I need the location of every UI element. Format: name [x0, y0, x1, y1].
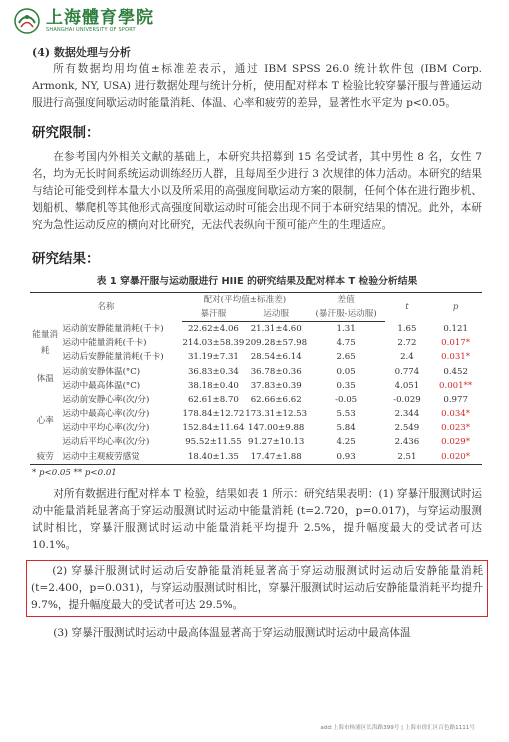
sport-value-cell: 37.83±0.39 — [250, 380, 302, 391]
header-name: 名称 — [30, 293, 182, 322]
diff-cell: 4.75 — [336, 338, 356, 349]
header-t: t — [385, 293, 430, 322]
section-4-heading: (4) 数据处理与分析 — [32, 46, 131, 59]
sport-value-cell: 173.31±12.53 — [245, 409, 308, 420]
table-row — [30, 393, 482, 407]
table-caption: 表 1 穿暴汗服与运动服进行 HIIE 的研究结果及配对样本 T 检验分析结果 — [96, 276, 418, 287]
indicator-cell: 运动前安静能量消耗(千卡) — [62, 323, 164, 334]
sweat-value-cell: 36.83±0.34 — [187, 366, 239, 377]
group-label: 体温 — [36, 373, 54, 384]
table-row — [30, 365, 482, 379]
header-diff-sub: (暴汗服-运动服) — [308, 307, 385, 322]
university-logo-icon — [14, 8, 40, 34]
t-cell: 4.051 — [394, 380, 420, 391]
sport-value-cell: 209.28±57.98 — [245, 338, 308, 349]
indicator-cell: 运动前安静心率(次/分) — [62, 394, 150, 405]
indicator-cell: 运动中主观疲劳感觉 — [60, 450, 182, 465]
diff-cell: 0.35 — [336, 380, 356, 391]
table-row — [30, 351, 482, 365]
sport-value-cell: 28.54±6.14 — [250, 352, 302, 363]
t-cell: 2.549 — [394, 423, 420, 434]
sport-value-cell: 36.78±0.36 — [250, 366, 302, 377]
p-cell: 0.977 — [443, 394, 468, 405]
indicator-cell: 运动后平均心率(次/分) — [62, 437, 150, 448]
indicator-cell: 运动中最高体温(°C) — [62, 380, 141, 391]
sweat-value-cell: 38.18±0.40 — [187, 380, 239, 391]
group-label: 能量消耗 — [32, 330, 59, 357]
sport-value-cell: 147.00±9.88 — [247, 423, 305, 434]
highlight-box — [26, 560, 488, 617]
results-title: 研究结果： — [32, 251, 100, 267]
t-cell: 1.65 — [397, 323, 417, 334]
data-analysis-paragraph: 所有数据均用均值±标准差表示，通过 IBM SPSS 26.0 统计软件包 (IBM Corp. Armonk, NY, USA) 进行数据处理与统计分析，使用配对样本 T 检验比较穿暴汗服与普通运动服进行高强度间歇运动时能量消耗、体温、心率和疲劳的差异，显著性水平定为 p<0.05。 — [32, 63, 482, 109]
header-p: p — [429, 293, 482, 322]
indicator-cell: 运动前安静体温(°C) — [62, 366, 141, 377]
document-body — [32, 44, 482, 642]
university-header — [14, 6, 214, 36]
table-row — [30, 408, 482, 422]
sweat-value-cell: 31.19±7.31 — [187, 352, 239, 363]
t-cell: 0.774 — [394, 366, 420, 377]
table-row — [30, 379, 482, 393]
t-cell: 2.4 — [400, 352, 414, 363]
diff-cell: 0.05 — [336, 366, 356, 377]
t-cell: 2.72 — [397, 338, 417, 349]
t-cell: 2.51 — [385, 450, 430, 465]
p-cell-significant: 0.020* — [429, 450, 482, 465]
sweat-value-cell: 152.84±11.64 — [182, 423, 245, 434]
table-row — [30, 450, 482, 465]
indicator-cell: 运动后安静能量消耗(千卡) — [62, 352, 164, 363]
diff-cell: 5.53 — [336, 409, 356, 420]
results-paragraph-1: 对所有数据进行配对样本 T 检验，结果如表 1 所示：研究结果表明：(1) 穿暴汗服测试时运动中能量消耗显著高于穿运动服测试时运动中能量消耗 (t=2.720，p=0.017)，与穿运动服测试时相比，穿暴汗服测试时运动中能量消耗平均提升 2.5%，提升幅度最大的受试者可达 10.1%。 — [32, 488, 482, 552]
footer-address: add:上海市杨浦区长海路399号 | 上海市徐汇区百色路1111号 — [320, 725, 475, 731]
p-cell-significant: 0.017* — [441, 338, 471, 349]
logo-chinese-name: 上海體育學院 — [46, 7, 154, 28]
sweat-value-cell: 178.84±12.72 — [182, 409, 245, 420]
p-cell: 0.121 — [443, 323, 468, 334]
t-cell: 2.344 — [394, 409, 420, 420]
indicator-cell: 运动中平均心率(次/分) — [62, 423, 150, 434]
logo-english-name: SHANGHAI UNIVERSITY OF SPORT — [46, 26, 136, 33]
significance-note: * p<0.05 ** p<0.01 — [32, 468, 117, 479]
results-table — [30, 292, 482, 465]
p-cell-significant: 0.023* — [441, 423, 471, 434]
diff-cell: -0.05 — [335, 394, 358, 405]
sweat-value-cell: 62.61±8.70 — [187, 394, 239, 405]
sweat-value-cell: 22.62±4.06 — [187, 323, 239, 334]
header-sweat-suit: 暴汗服 — [182, 307, 245, 322]
group-label: 心率 — [36, 416, 54, 427]
table-row — [30, 322, 482, 337]
diff-cell: 0.93 — [308, 450, 385, 465]
sweat-value-cell: 214.03±58.39 — [182, 338, 245, 349]
indicator-cell: 运动中最高心率(次/分) — [62, 409, 150, 420]
diff-cell: 1.31 — [336, 323, 356, 334]
header-diff: 差值 — [308, 293, 385, 308]
p-cell: 0.452 — [443, 366, 468, 377]
diff-cell: 4.25 — [336, 437, 356, 448]
limitations-title: 研究限制： — [32, 125, 100, 141]
results-paragraph-2: (2) 穿暴汗服测试时运动后安静能量消耗显著高于穿运动服测试时运动后安静能量消耗 (t=2.400，p=0.031)，与穿运动服测试时相比，穿暴汗服测试时运动后安静能量消耗平均提升 9.7%，提升幅度最大的受试者可达 29.5%。 — [31, 565, 483, 612]
t-cell: -0.029 — [393, 394, 421, 405]
sport-value-cell: 17.47±1.88 — [245, 450, 308, 465]
group-label: 疲劳 — [30, 450, 60, 465]
p-cell-significant: 0.034* — [441, 409, 471, 420]
p-cell-significant: 0.001** — [439, 380, 473, 391]
sweat-value-cell: 95.52±11.55 — [185, 437, 242, 448]
table-row — [30, 436, 482, 450]
limitations-paragraph: 在参考国内外相关文献的基础上，本研究共招募到 15 名受试者，其中男性 8 名，女性 7 名，均为无长时间系统运动训练经历人群，且每周至少进行 3 次规律的体力活动。本研究的结果与结论可能受到样本量大小以及所采用的高强度间歇运动方案的限制，任何个体在进行跑步机、划船机、攀爬机等其他形式高强度间歇运动时可能会出现不同于本研究结果的情况。此外，本研究为急性运动反应的横向对比研究，无法代表纵向干预可能产生的生理适应。 — [32, 151, 482, 231]
header-sportswear: 运动服 — [245, 307, 308, 322]
sport-value-cell: 62.66±6.62 — [250, 394, 302, 405]
p-cell-significant: 0.031* — [441, 352, 471, 363]
results-paragraph-3: (3) 穿暴汗服测试时运动中最高体温显著高于穿运动服测试时运动中最高体温 — [53, 627, 411, 640]
sport-value-cell: 21.31±4.60 — [250, 323, 302, 334]
indicator-cell: 运动中能量消耗(千卡) — [62, 338, 147, 349]
sweat-value-cell: 18.40±1.35 — [182, 450, 245, 465]
diff-cell: 5.84 — [336, 423, 356, 434]
p-cell-significant: 0.029* — [441, 437, 471, 448]
sport-value-cell: 91.27±10.13 — [247, 437, 305, 448]
diff-cell: 2.65 — [336, 352, 356, 363]
header-paired: 配对(平均值±标准差) — [182, 293, 308, 308]
t-cell: 2.436 — [394, 437, 420, 448]
table-row — [30, 422, 482, 436]
table-row — [30, 337, 482, 351]
